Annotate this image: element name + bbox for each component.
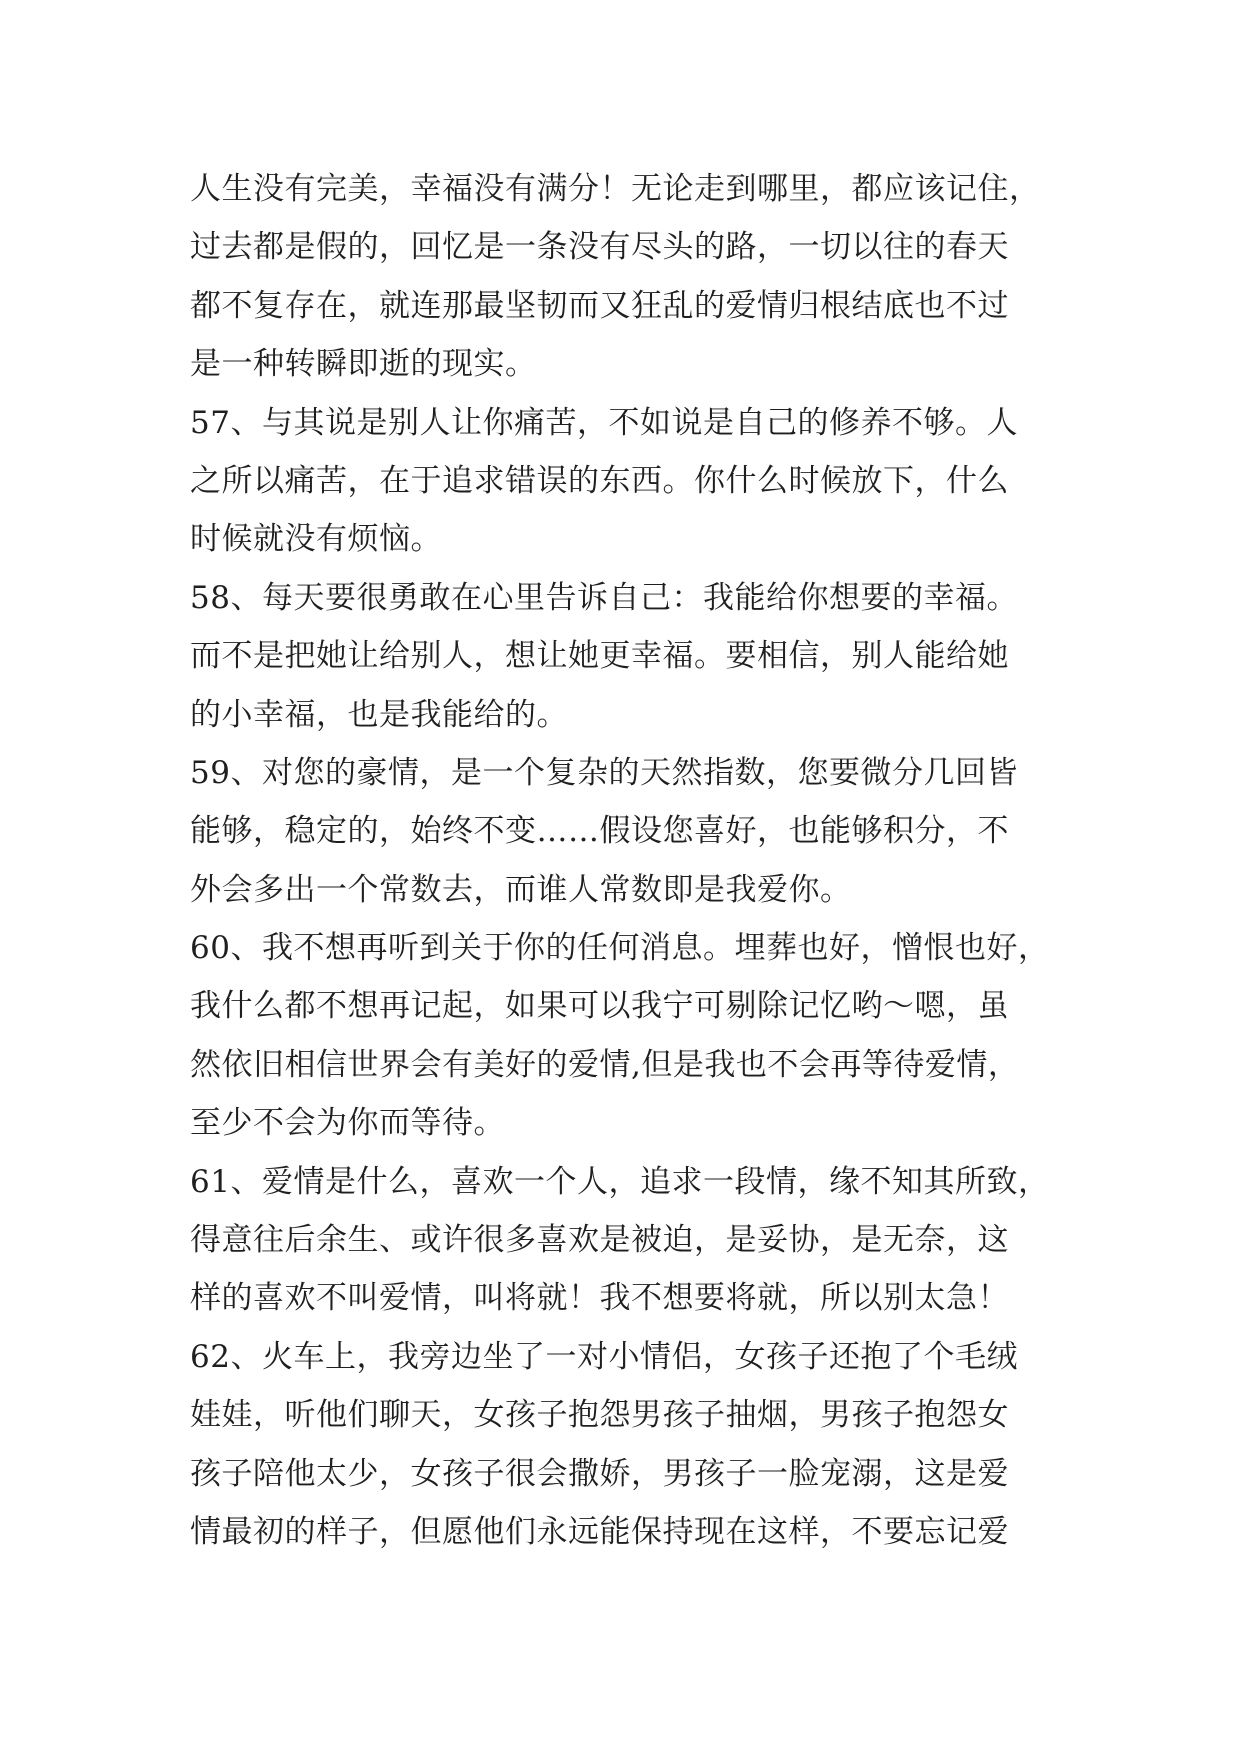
text-line: 过去都是假的，回忆是一条没有尽头的路，一切以往的春天 <box>190 229 1009 266</box>
text-line: 得意往后余生、或许很多喜欢是被迫，是妥协，是无奈，这 <box>190 1222 1009 1259</box>
text-line: 是一种转瞬即逝的现实。 <box>190 346 537 383</box>
text-line: 60、我不想再听到关于你的任何消息。埋葬也好，憎恨也好， <box>190 930 1050 967</box>
text-line: 外会多出一个常数去，而谁人常数即是我爱你。 <box>190 871 852 908</box>
text-line: 59、对您的豪情，是一个复杂的天然指数，您要微分几回皆 <box>190 754 1018 791</box>
text-line: 样的喜欢不叫爱情，叫将就！我不想要将就，所以别太急！ <box>190 1280 1009 1317</box>
text-line: 之所以痛苦，在于追求错误的东西。你什么时候放下，什么 <box>190 462 1009 499</box>
text-line: 都不复存在，就连那最坚韧而又狂乱的爱情归根结底也不过 <box>190 287 1009 324</box>
text-line: 57、与其说是别人让你痛苦，不如说是自己的修养不够。人 <box>190 404 1018 441</box>
text-line: 62、火车上，我旁边坐了一对小情侣，女孩子还抱了个毛绒 <box>190 1338 1018 1375</box>
text-line: 61、爱情是什么，喜欢一个人，追求一段情，缘不知其所致， <box>190 1163 1050 1200</box>
text-line: 娃娃，听他们聊天，女孩子抱怨男孩子抽烟，男孩子抱怨女 <box>190 1397 1009 1434</box>
text-line: 时候就没有烦恼。 <box>190 521 442 558</box>
text-line: 而不是把她让给别人，想让她更幸福。要相信，别人能给她 <box>190 638 1009 675</box>
text-line: 孩子陪他太少，女孩子很会撒娇，男孩子一脸宠溺，这是爱 <box>190 1455 1009 1492</box>
text-line: 人生没有完美，幸福没有满分！无论走到哪里，都应该记住， <box>190 171 1041 207</box>
text-line: 58、每天要很勇敢在心里告诉自己：我能给你想要的幸福。 <box>190 579 1018 616</box>
text-line: 的小幸福，也是我能给的。 <box>190 696 568 733</box>
text-line: 至少不会为你而等待。 <box>190 1105 505 1142</box>
text-line: 能够，稳定的，始终不变……假设您喜好，也能够积分，不 <box>190 813 1009 850</box>
text-line: 情最初的样子，但愿他们永远能保持现在这样，不要忘记爱 <box>190 1513 1009 1550</box>
text-line: 然依旧相信世界会有美好的爱情,但是我也不会再等待爱情， <box>190 1046 1020 1083</box>
body-text <box>190 160 1070 1561</box>
text-line: 我什么都不想再记起，如果可以我宁可剔除记忆哟～嗯，虽 <box>190 988 1009 1025</box>
